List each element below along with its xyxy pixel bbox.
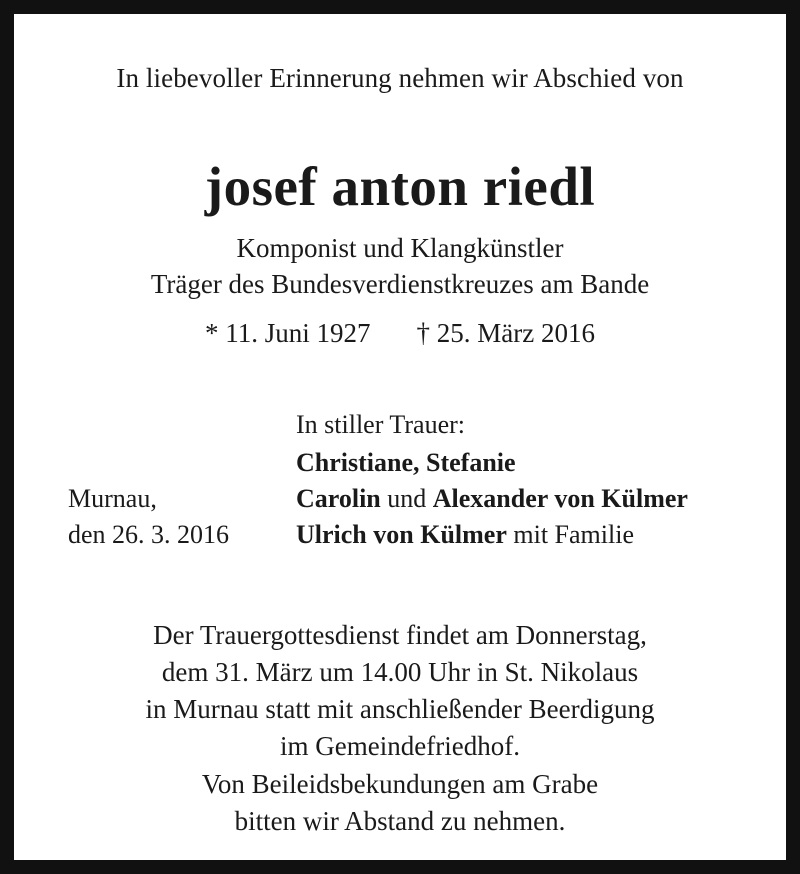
service-line-2: dem 31. März um 14.00 Uhr in St. Nikolaus: [161, 656, 639, 687]
deceased-name: josef anton riedl: [204, 155, 596, 217]
family-conjunction: und: [380, 483, 433, 513]
service-line-4: im Gemeindefriedhof.: [280, 731, 520, 762]
condolence-line-2: bitten wir Abstand zu nehmen.: [234, 805, 566, 836]
place-line: Murnau,: [68, 483, 157, 513]
birth-date: * 11. Juni 1927: [205, 317, 371, 348]
mourning-section: [58, 407, 742, 553]
profession-line: Komponist und Klangkünstler: [236, 232, 564, 263]
family-suffix: mit Familie: [506, 519, 634, 549]
family-line-2: [296, 481, 742, 517]
family-name-alexander: Alexander von Külmer: [432, 483, 688, 513]
service-line-3: in Murnau statt mit anschließender Beerdigung: [145, 694, 655, 725]
deceased-subtitle: [58, 230, 742, 302]
place-and-date: [68, 407, 296, 553]
family-line-1: Christiane, Stefanie: [296, 447, 516, 477]
intro-text: In liebevoller Erinnerung nehmen wir Abschied von: [116, 63, 684, 93]
mourning-heading: In stiller Trauer:: [296, 409, 465, 439]
family-name-ulrich: Ulrich von Külmer: [296, 519, 507, 549]
death-date: † 25. März 2016: [416, 317, 595, 348]
notice-date-line: den 26. 3. 2016: [68, 519, 230, 549]
life-dates: [58, 316, 742, 351]
obituary-content: [14, 14, 786, 860]
funeral-service-info: [58, 617, 742, 841]
family-line-3: [296, 517, 742, 553]
family-list: [296, 407, 742, 553]
honors-line: Träger des Bundesverdienstkreuzes am Bande: [150, 268, 650, 299]
condolence-line-1: Von Beileidsbekundungen am Grabe: [201, 768, 599, 799]
service-line-1: Der Trauergottesdienst findet am Donnerstag,: [153, 619, 647, 650]
family-name-carolin: Carolin: [296, 483, 381, 513]
